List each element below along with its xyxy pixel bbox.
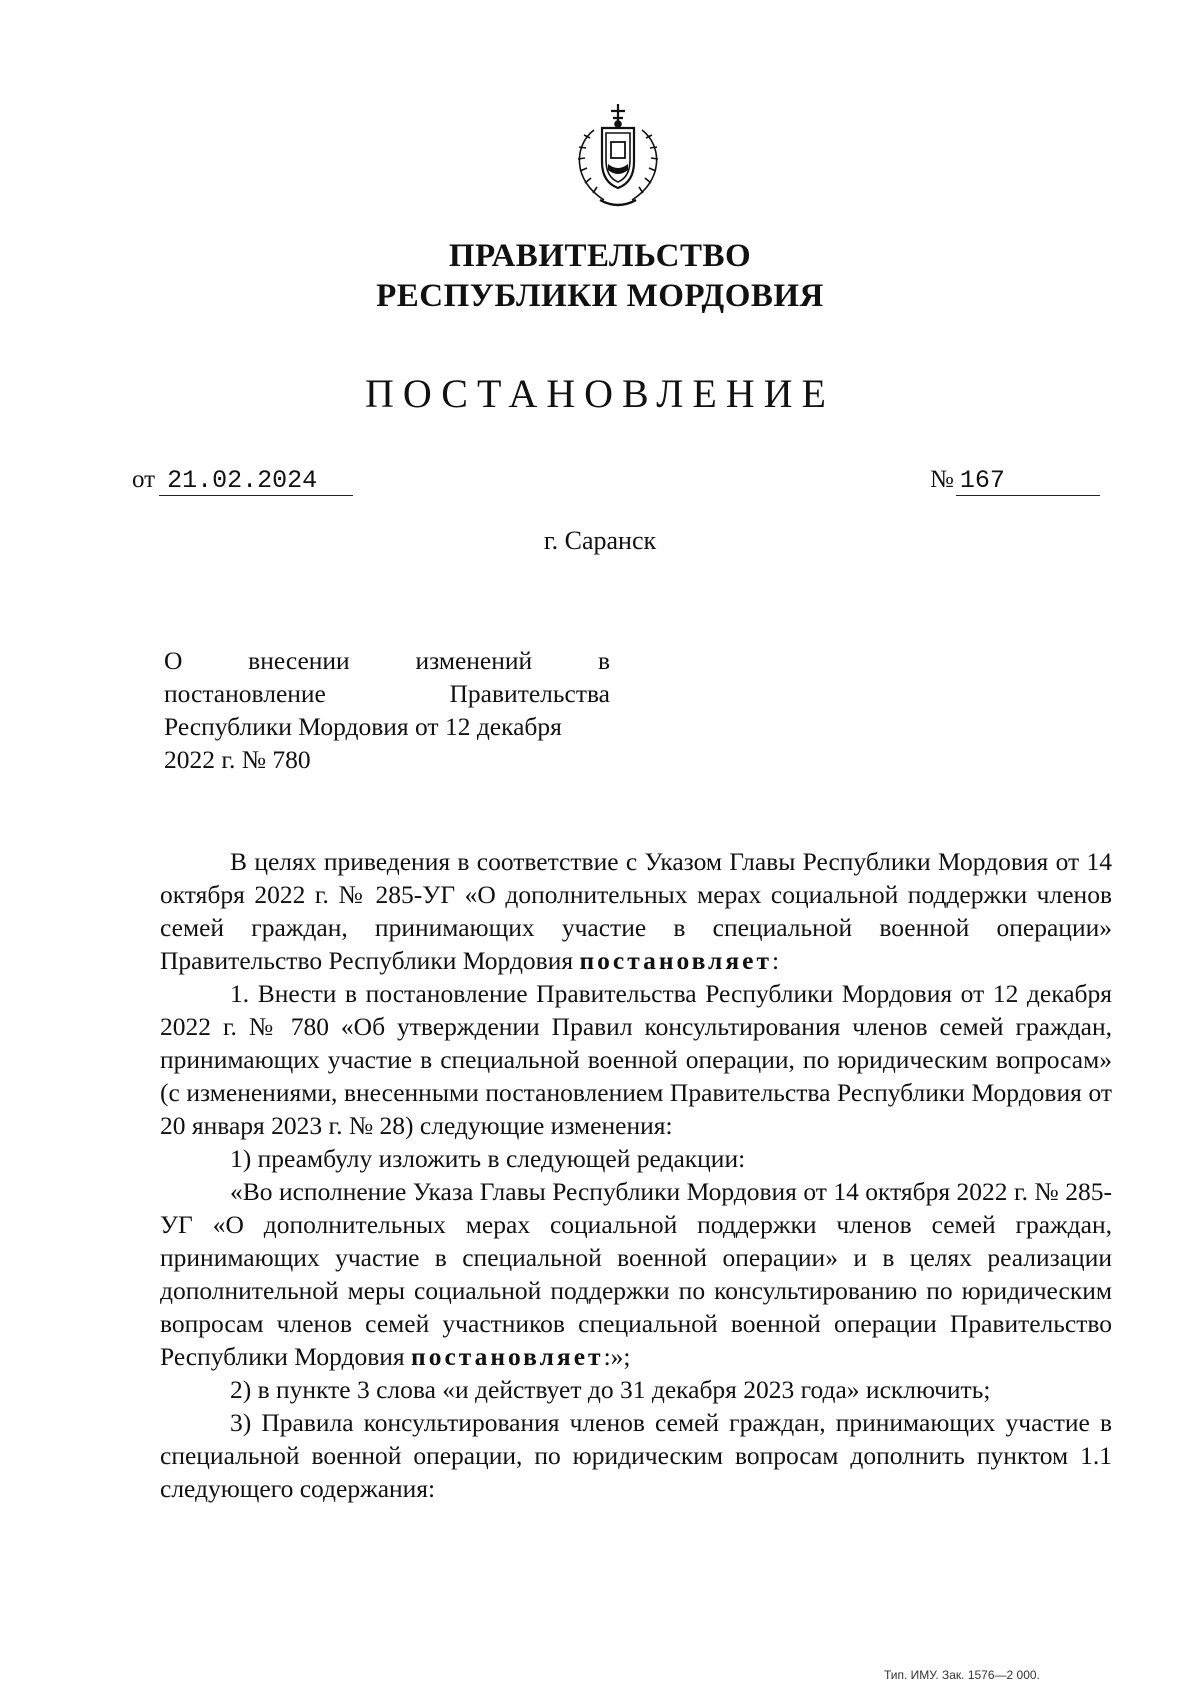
number-label: № [930, 466, 954, 493]
decree-keyword: постановляет [579, 946, 773, 975]
print-info-footer: Тип. ИМУ. Зак. 1576—2 000. [884, 1668, 1040, 1682]
number-field [930, 466, 1100, 496]
paragraph-preamble: В целях приведения в соответствие с Указом Главы Республики Мордовия от 14 октября 2022 г. № 285-УГ «О дополнительных мерах социальной поддержки членов семей граждан, принимающих участие в специальной военной операции» Правительство Республики Мордовия постановляет: [160, 847, 1112, 975]
paragraph-quoted-preamble: «Во исполнение Указа Главы Республики Мордовия от 14 октября 2022 г. № 285-УГ «О дополнительных мерах социальной поддержки членов семей граждан, принимающих участие в специальной военной операции» и в целях реализации дополнительной меры социальной поддержки по консультированию по юридическим вопросам членов семей участников специальной военной операции Правительство Республики Мордовия постановляет:»; [160, 1177, 1112, 1371]
subject-line: постановление Правительства [164, 679, 610, 708]
number-value: 167 [956, 467, 1100, 496]
city-name: г. Саранск [543, 526, 657, 555]
organization-name-line1: ПРАВИТЕЛЬСТВО [448, 238, 752, 274]
paragraph-subitem-1: 1) преамбулу изложить в следующей редакции: [230, 1144, 746, 1173]
document-subject [164, 644, 610, 776]
date-label: от [132, 466, 156, 493]
paragraph-item-1: 1. Внести в постановление Правительства Республики Мордовия от 12 декабря 2022 г. № 780 «Об утверждении Правил консультирования членов семей граждан, принимающих участие в специальной военной операции, по юридическим вопросам» (с изменениями, внесенными постановлением Правительства Республики Мордовия от 20 января 2023 г. № 28) следующие изменения: [160, 979, 1112, 1140]
date-field [132, 466, 353, 496]
document-type-title: ПОСТАНОВЛЕНИЕ [365, 371, 835, 416]
paragraph-subitem-3: 3) Правила консультирования членов семей граждан, принимающих участие в специальной военной операции, по юридическим вопросам дополнить пунктом 1.1 следующего содержания: [160, 1408, 1112, 1503]
coat-of-arms-emblem [564, 100, 672, 212]
decree-keyword: постановляет [411, 1342, 604, 1371]
subject-line: Республики Мордовия от 12 декабря [164, 712, 562, 741]
subject-line: О внесении изменений в [164, 646, 610, 675]
date-value: 21.02.2024 [159, 467, 353, 496]
document-body [160, 845, 1112, 1505]
paragraph-subitem-2: 2) в пункте 3 слова «и действует до 31 декабря 2023 года» исключить; [230, 1375, 991, 1404]
organization-name-line2: РЕСПУБЛИКИ МОРДОВИЯ [376, 278, 824, 314]
subject-line: 2022 г. № 780 [164, 745, 311, 774]
